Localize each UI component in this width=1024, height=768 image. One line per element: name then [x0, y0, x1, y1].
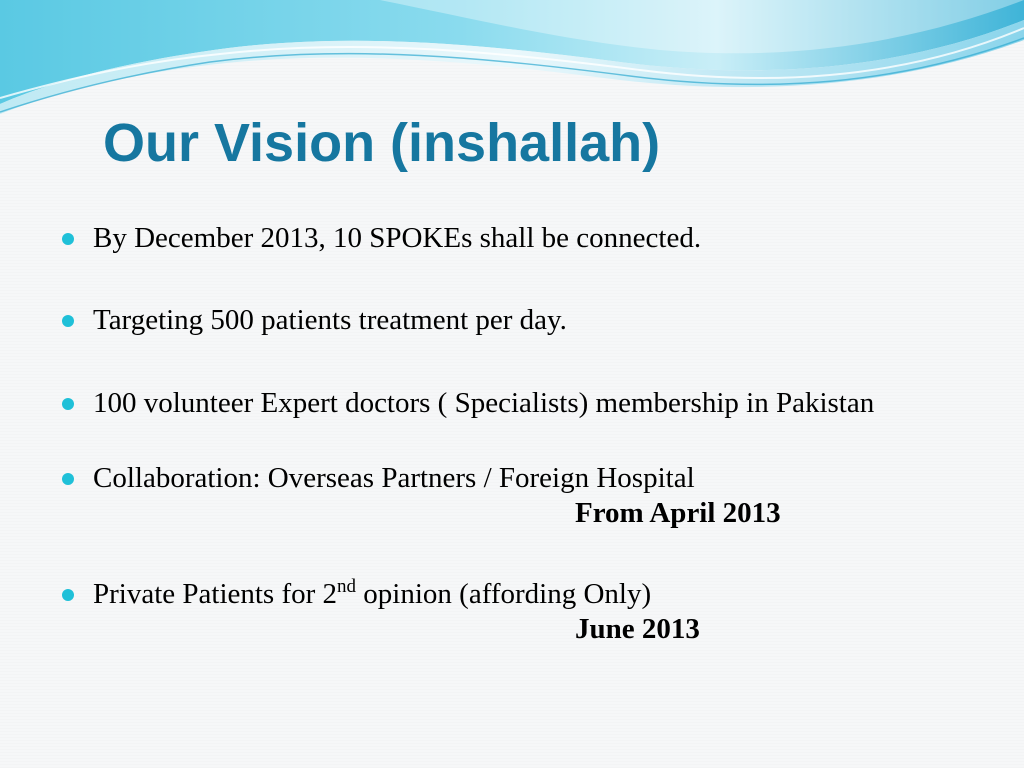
- bullet-date: June 2013: [575, 613, 700, 645]
- bullet-superscript: nd: [337, 576, 357, 597]
- bullet-item: [62, 221, 932, 255]
- bullet-text: By December 2013, 10 SPOKEs shall be connected.: [93, 222, 702, 254]
- bullet-text: [93, 577, 932, 611]
- bullet-dot-icon: [62, 233, 74, 245]
- bullet-dot-icon: [62, 473, 74, 485]
- bullet-text-before: Private Patients for 2: [93, 578, 338, 610]
- bullet-text-after: opinion (affording Only): [356, 578, 652, 610]
- bullet-text: 100 volunteer Expert doctors ( Specialists) membership in Pakistan: [93, 387, 875, 419]
- bullet-item: [62, 386, 932, 420]
- bullet-text: Targeting 500 patients treatment per day.: [93, 304, 567, 336]
- bullet-dot-icon: [62, 589, 74, 601]
- bullet-dot-icon: [62, 398, 74, 410]
- bullet-item: [62, 303, 932, 337]
- bullet-item: [62, 461, 932, 495]
- bullet-dot-icon: [62, 315, 74, 327]
- bullet-text: Collaboration: Overseas Partners / Foreign Hospital: [93, 462, 695, 494]
- bullet-item: [62, 577, 932, 611]
- bullet-date: From April 2013: [575, 497, 781, 529]
- slide-title: Our Vision (inshallah): [103, 113, 661, 173]
